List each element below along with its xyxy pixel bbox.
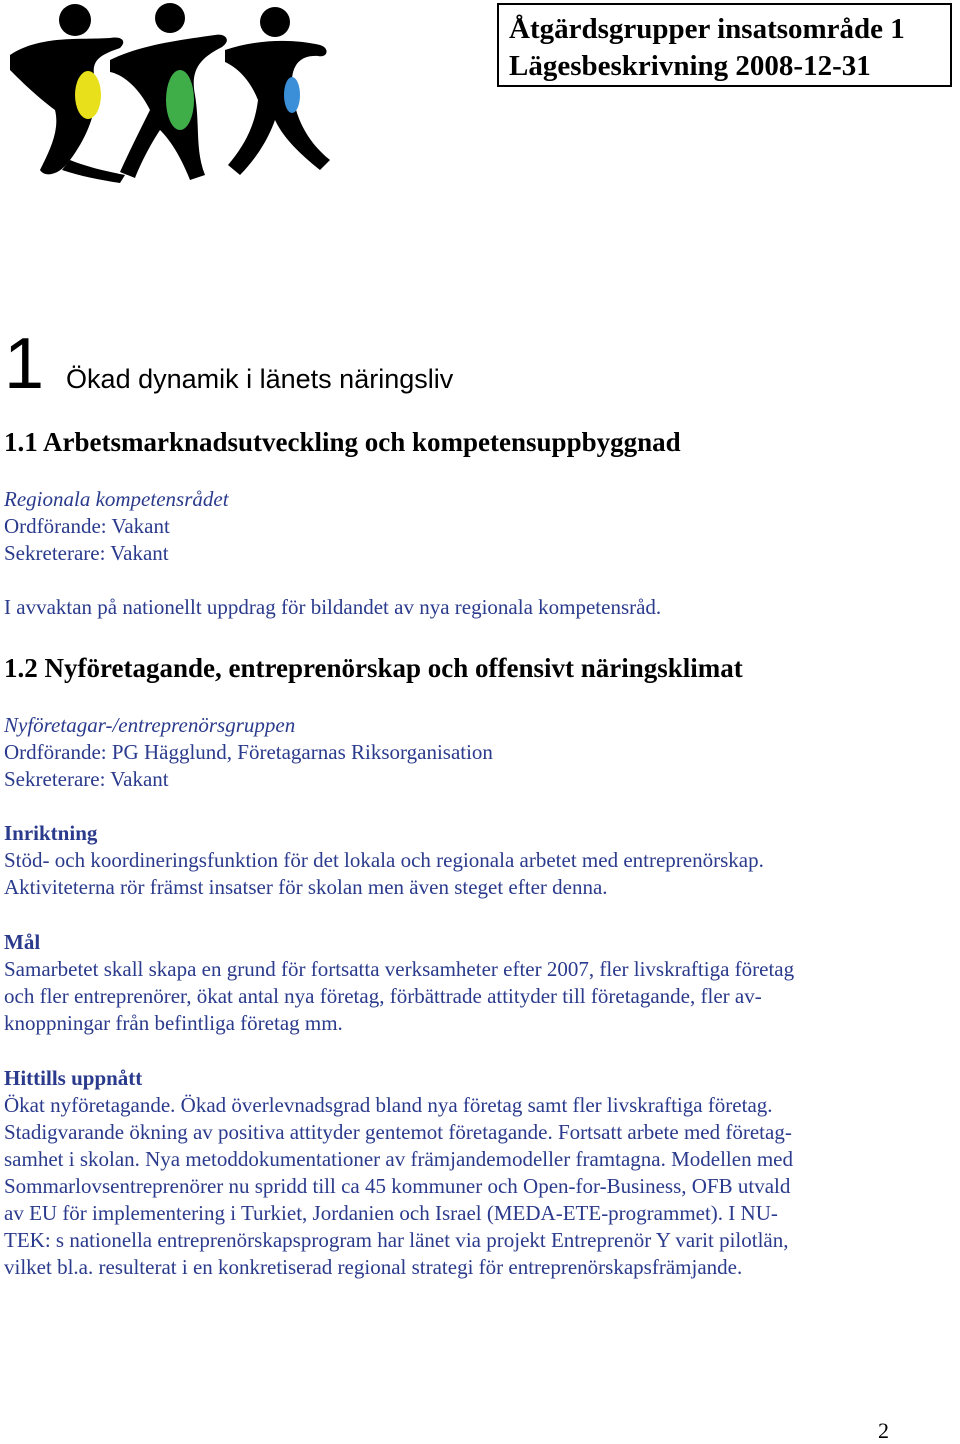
mal-line: och fler entreprenörer, ökat antal nya företag, förbättrade attityder till företagande, fler av-	[4, 984, 762, 1008]
section-1-title: Ökad dynamik i länets näringsliv	[66, 364, 454, 394]
hittills-line: Stadigvarande ökning av positiva attityder gentemot företagande. Fortsatt arbete med företag-	[4, 1120, 792, 1144]
section-1-1-secretary: Sekreterare: Vakant	[4, 541, 169, 565]
section-1-1-note: I avvaktan på nationellt uppdrag för bildandet av nya regionala kompetensråd.	[4, 595, 662, 619]
section-1-2-heading: 1.2 Nyföretagande, entreprenörskap och offensivt näringsklimat	[4, 653, 743, 683]
inriktning-paragraph	[4, 847, 924, 901]
section-1-1-group-name: Regionala kompetensrådet	[4, 487, 229, 511]
section-1-1-heading: 1.1 Arbetsmarknadsutveckling och kompetensuppbyggnad	[4, 427, 681, 457]
hittills-label: Hittills uppnått	[4, 1066, 143, 1090]
section-1-2-group-name: Nyföretagar-/entreprenörsgruppen	[4, 713, 296, 737]
hittills-line: TEK: s nationella entreprenörskapsprogram har länet via projekt Entreprenör Y varit pilotlän,	[4, 1228, 789, 1252]
title-line-1: Åtgärdsgrupper insatsområde 1	[509, 13, 905, 45]
hittills-line: Ökat nyföretagande. Ökad överlevnadsgrad bland nya företag samt fler livskraftiga företag.	[4, 1093, 773, 1117]
mal-line: knoppningar från befintliga företag mm.	[4, 1011, 343, 1035]
title-line-2: Lägesbeskrivning 2008-12-31	[509, 50, 871, 82]
mal-label: Mål	[4, 930, 41, 954]
logo-figure-green	[110, 3, 227, 180]
section-1-heading	[4, 324, 454, 418]
logo-dancing-figures	[0, 0, 340, 185]
hittills-line: av EU för implementering i Turkiet, Jordanien och Israel (MEDA-ETE-programmet). I NU-	[4, 1201, 778, 1225]
inriktning-line: Stöd- och koordineringsfunktion för det lokala och regionala arbetet med entreprenörskap.	[4, 848, 764, 872]
page-number: 2	[878, 1418, 889, 1443]
logo-figure-yellow	[10, 4, 125, 183]
logo-figure-blue	[225, 7, 330, 175]
title-box	[497, 3, 952, 87]
hittills-line: samhet i skolan. Nya metoddokumentationer av främjandemodeller framtagna. Modellen med	[4, 1147, 793, 1171]
mal-line: Samarbetet skall skapa en grund för fortsatta verksamheter efter 2007, fler livskraftiga företag	[4, 957, 795, 981]
hittills-line: Sommarlovsentreprenörer nu spridd till ca 45 kommuner och Open-for-Business, OFB utvald	[4, 1174, 791, 1198]
inriktning-label: Inriktning	[4, 821, 98, 845]
section-1-2-secretary: Sekreterare: Vakant	[4, 767, 169, 791]
inriktning-line: Aktiviteterna rör främst insatser för skolan men även steget efter denna.	[4, 875, 608, 899]
hittills-line: vilket bl.a. resulterat i en konkretiserad regional strategi för entreprenörskapsfrämjande.	[4, 1255, 743, 1279]
mal-paragraph	[4, 956, 924, 1037]
section-1-number: 1	[4, 324, 45, 404]
section-1-2-chair: Ordförande: PG Hägglund, Företagarnas Riksorganisation	[4, 740, 493, 764]
section-1-1-chair: Ordförande: Vakant	[4, 514, 170, 538]
hittills-paragraph	[4, 1092, 924, 1281]
